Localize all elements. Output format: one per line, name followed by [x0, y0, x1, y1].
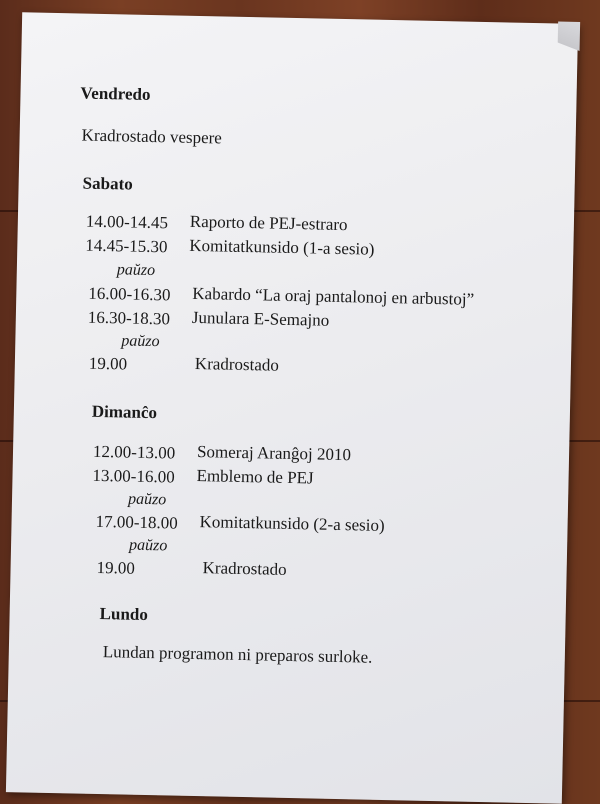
event-title: Komitatkunsido (1-a sesio) [189, 235, 375, 259]
time-slot: 12.00-13.00 [92, 441, 176, 463]
lundo-note: Lundan programon ni preparos surloke. [102, 642, 373, 667]
time-slot: 14.45-15.30 [85, 235, 168, 257]
time-slot: 16.00-16.30 [88, 283, 171, 305]
day-heading-lundo: Lundo [99, 604, 149, 625]
event-title: Kradrostado [194, 353, 280, 375]
event-title: Kradrostado [202, 558, 287, 579]
event-title: Kabardo “La oraj pantalonoj en arbustoj” [192, 283, 475, 309]
time-slot: 19.00 [88, 353, 128, 374]
day-heading-dimanco: Dimanĉo [91, 401, 158, 423]
event-title: Someraj Aranĝoj 2010 [196, 442, 352, 465]
event-title: Komitatkunsido (2-a sesio) [199, 512, 385, 535]
pause-label: paŭzo [127, 490, 167, 509]
event-title: Junulara E-Semajno [191, 307, 330, 330]
day-heading-vendredo: Vendredo [80, 83, 151, 104]
time-slot: 16.30-18.30 [87, 307, 171, 329]
time-slot: 19.00 [96, 557, 136, 578]
pause-label: paŭzo [116, 261, 156, 280]
pause-label: paŭzo [121, 332, 160, 351]
time-slot: 17.00-18.00 [95, 511, 178, 533]
day-heading-sabato: Sabato [82, 173, 133, 194]
vendredo-note: Kradrostado vespere [81, 125, 223, 148]
pause-label: paŭzo [128, 536, 168, 555]
schedule-paper [6, 12, 578, 803]
time-slot: 13.00-16.00 [92, 465, 175, 487]
time-slot: 14.00-14.45 [85, 211, 169, 233]
event-title: Raporto de PEJ-estraro [189, 211, 348, 235]
event-title: Emblemo de PEJ [196, 466, 314, 488]
page-fold [557, 21, 580, 61]
